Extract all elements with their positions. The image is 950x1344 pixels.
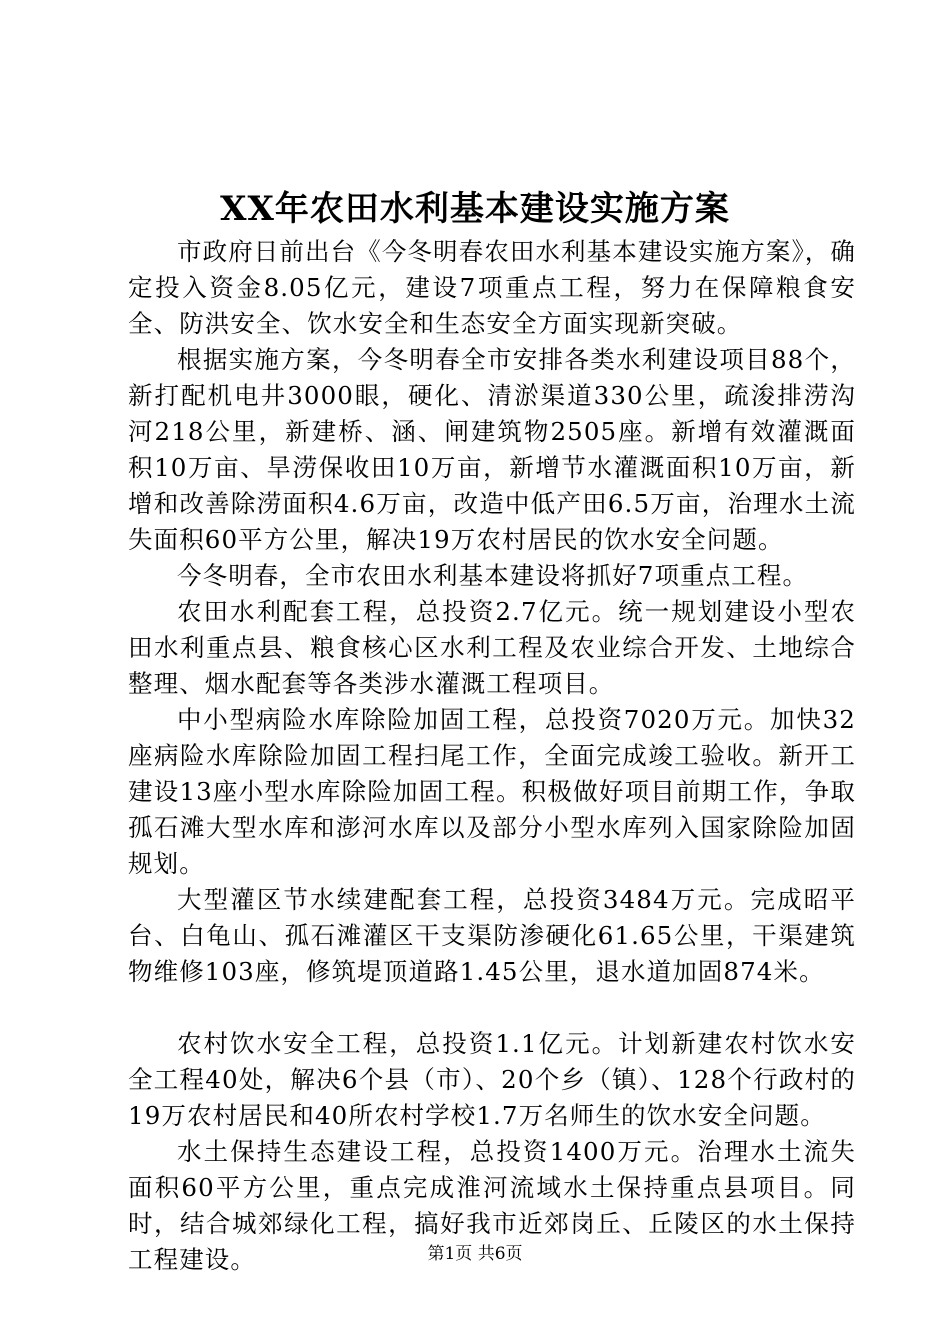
paragraph: 市政府日前出台《今冬明春农田水利基本建设实施方案》，确定投入资金8.05亿元，建设7项重点工程，努力在保障粮食安全、防洪安全、饮水安全和生态安全方面实现新突破。	[128, 237, 856, 338]
paragraph: 水土保持生态建设工程，总投资1400万元。治理水土流失面积60平方公里，重点完成淮河流域水土保持重点县项目。同时，结合城郊绿化工程，搞好我市近郊岗丘、丘陵区的水土保持工程建设。	[128, 1137, 856, 1274]
paragraph: 农村饮水安全工程，总投资1.1亿元。计划新建农村饮水安全工程40处，解决6个县（市）、20个乡（镇）、128个行政村的19万农村居民和40所农村学校1.7万名师生的饮水安全问题。	[128, 1029, 856, 1130]
paragraph: 中小型病险水库除险加固工程，总投资7020万元。加快32座病险水库除险加固工程扫尾工作，全面完成竣工验收。新开工建设13座小型水库除险加固工程。积极做好项目前期工作，争取孤石滩大型水库和澎河水库以及部分小型水库列入国家除险加固规划。	[128, 705, 856, 878]
paragraph-spacer	[128, 990, 856, 1026]
paragraph: 今冬明春，全市农田水利基本建设将抓好7项重点工程。	[177, 561, 809, 590]
page-number: 第1页 共6页	[427, 1244, 523, 1264]
document-title: XX年农田水利基本建设实施方案	[220, 189, 730, 229]
paragraph: 根据实施方案，今冬明春全市安排各类水利建设项目88个，新打配机电井3000眼，硬化、清淤渠道330公里，疏浚排涝沟河218公里，新建桥、涵、闸建筑物2505座。新增有效灌溉面积10万亩、旱涝保收田10万亩，新增节水灌溉面积10万亩，新增和改善除涝面积4.6万亩，改造中低产田6.5万亩，治理水土流失面积60平方公里，解决19万农村居民的饮水安全问题。	[128, 345, 856, 554]
document-body	[128, 234, 856, 1278]
paragraph: 大型灌区节水续建配套工程，总投资3484万元。完成昭平台、白龟山、孤石滩灌区干支渠防渗硬化61.65公里，干渠建筑物维修103座，修筑堤顶道路1.45公里，退水道加固874米。	[128, 885, 856, 986]
paragraph: 农田水利配套工程，总投资2.7亿元。统一规划建设小型农田水利重点县、粮食核心区水利工程及农业综合开发、土地综合整理、烟水配套等各类涉水灌溉工程项目。	[128, 597, 856, 698]
